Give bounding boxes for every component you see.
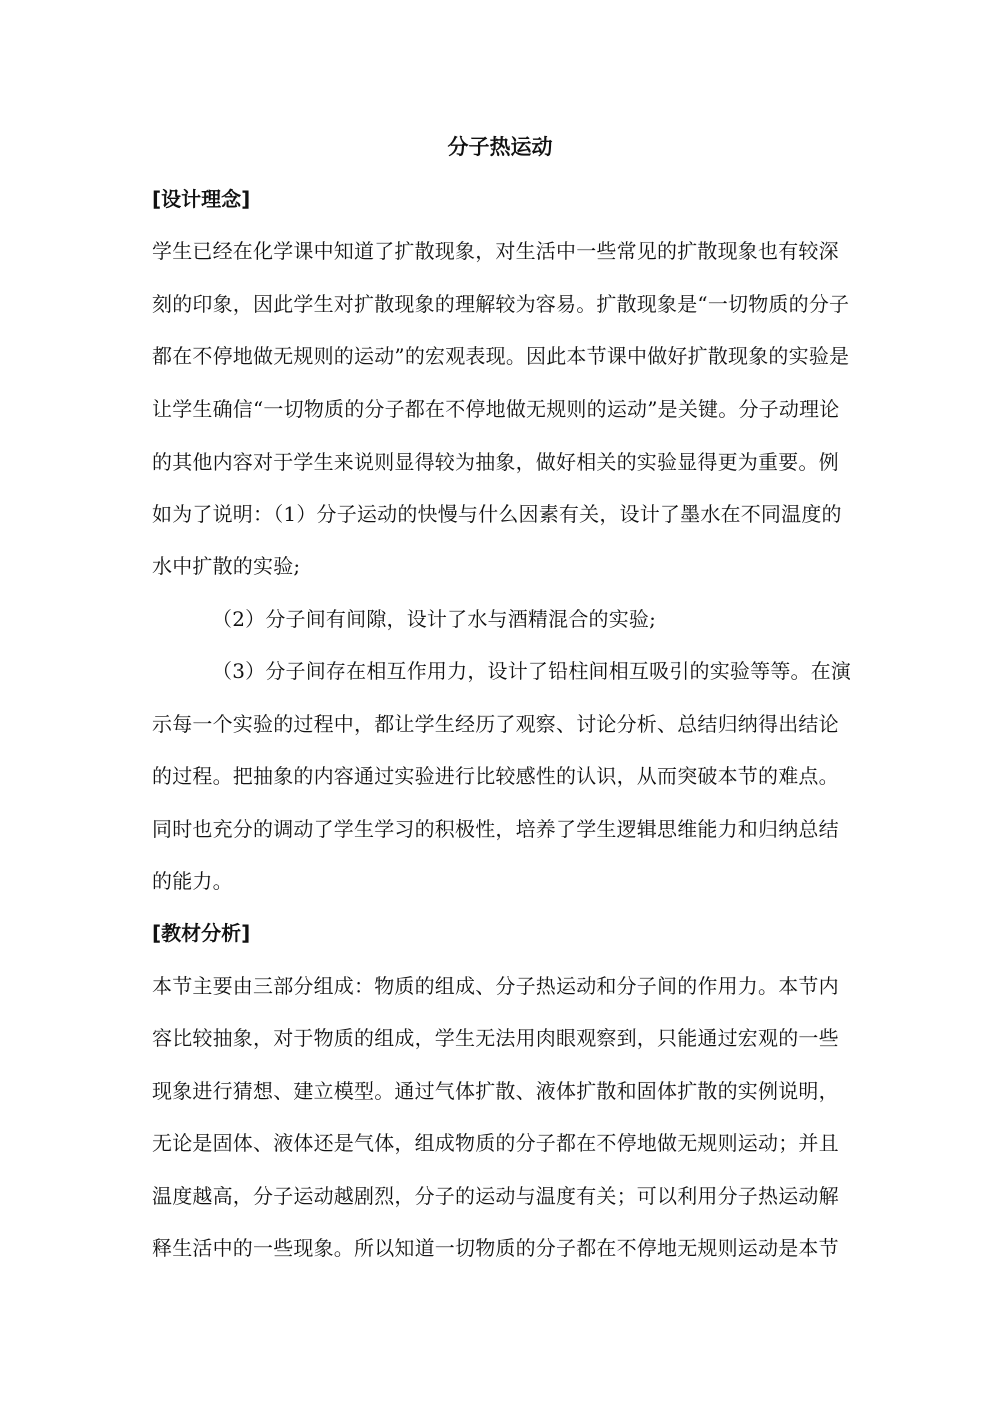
paragraph-line: 容比较抽象，对于物质的组成，学生无法用肉眼观察到，只能通过宏观的一些 [152,1026,839,1050]
document-title: 分子热运动 [447,135,553,159]
paragraph-line: 的其他内容对于学生来说则显得较为抽象，做好相关的实验显得更为重要。例 [152,450,839,474]
paragraph-line: 现象进行猜想、建立模型。通过气体扩散、液体扩散和固体扩散的实例说明， [152,1079,839,1103]
paragraph-line: 示每一个实验的过程中，都让学生经历了观察、讨论分析、总结归纳得出结论 [152,712,839,736]
section-heading-material-analysis: [教材分析] [152,921,251,945]
paragraph-line: 学生已经在化学课中知道了扩散现象，对生活中一些常见的扩散现象也有较深 [152,239,839,263]
paragraph-line: 释生活中的一些现象。所以知道一切物质的分子都在不停地无规则运动是本节 [152,1236,839,1260]
paragraph-line: 让学生确信“一切物质的分子都在不停地做无规则的运动”是关键。分子动理论 [152,397,840,421]
paragraph-line: 水中扩散的实验; [152,554,301,578]
section-heading-design-concept: [设计理念] [152,187,251,211]
paragraph-line: 无论是固体、液体还是气体，组成物质的分子都在不停地做无规则运动；并且 [152,1131,839,1155]
paragraph-line: 如为了说明：（1）分子运动的快慢与什么因素有关，设计了墨水在不同温度的 [152,502,842,526]
paragraph-line: 的能力。 [152,869,233,893]
paragraph-line: （3）分子间存在相互作用力，设计了铅柱间相互吸引的实验等等。在演 [212,659,852,683]
paragraph-line: 本节主要由三部分组成：物质的组成、分子热运动和分子间的作用力。本节内 [152,974,839,998]
paragraph-line: 刻的印象，因此学生对扩散现象的理解较为容易。扩散现象是“一切物质的分子 [152,292,850,316]
paragraph-line: 都在不停地做无规则的运动”的宏观表现。因此本节课中做好扩散现象的实验是 [152,344,850,368]
paragraph-line: 温度越高，分子运动越剧烈，分子的运动与温度有关；可以利用分子热运动解 [152,1184,839,1208]
paragraph-line: 同时也充分的调动了学生学习的积极性，培养了学生逻辑思维能力和归纳总结 [152,817,839,841]
paragraph-line: 的过程。把抽象的内容通过实验进行比较感性的认识，从而突破本节的难点。 [152,764,839,788]
paragraph-line: （2）分子间有间隙，设计了水与酒精混合的实验; [212,607,657,631]
